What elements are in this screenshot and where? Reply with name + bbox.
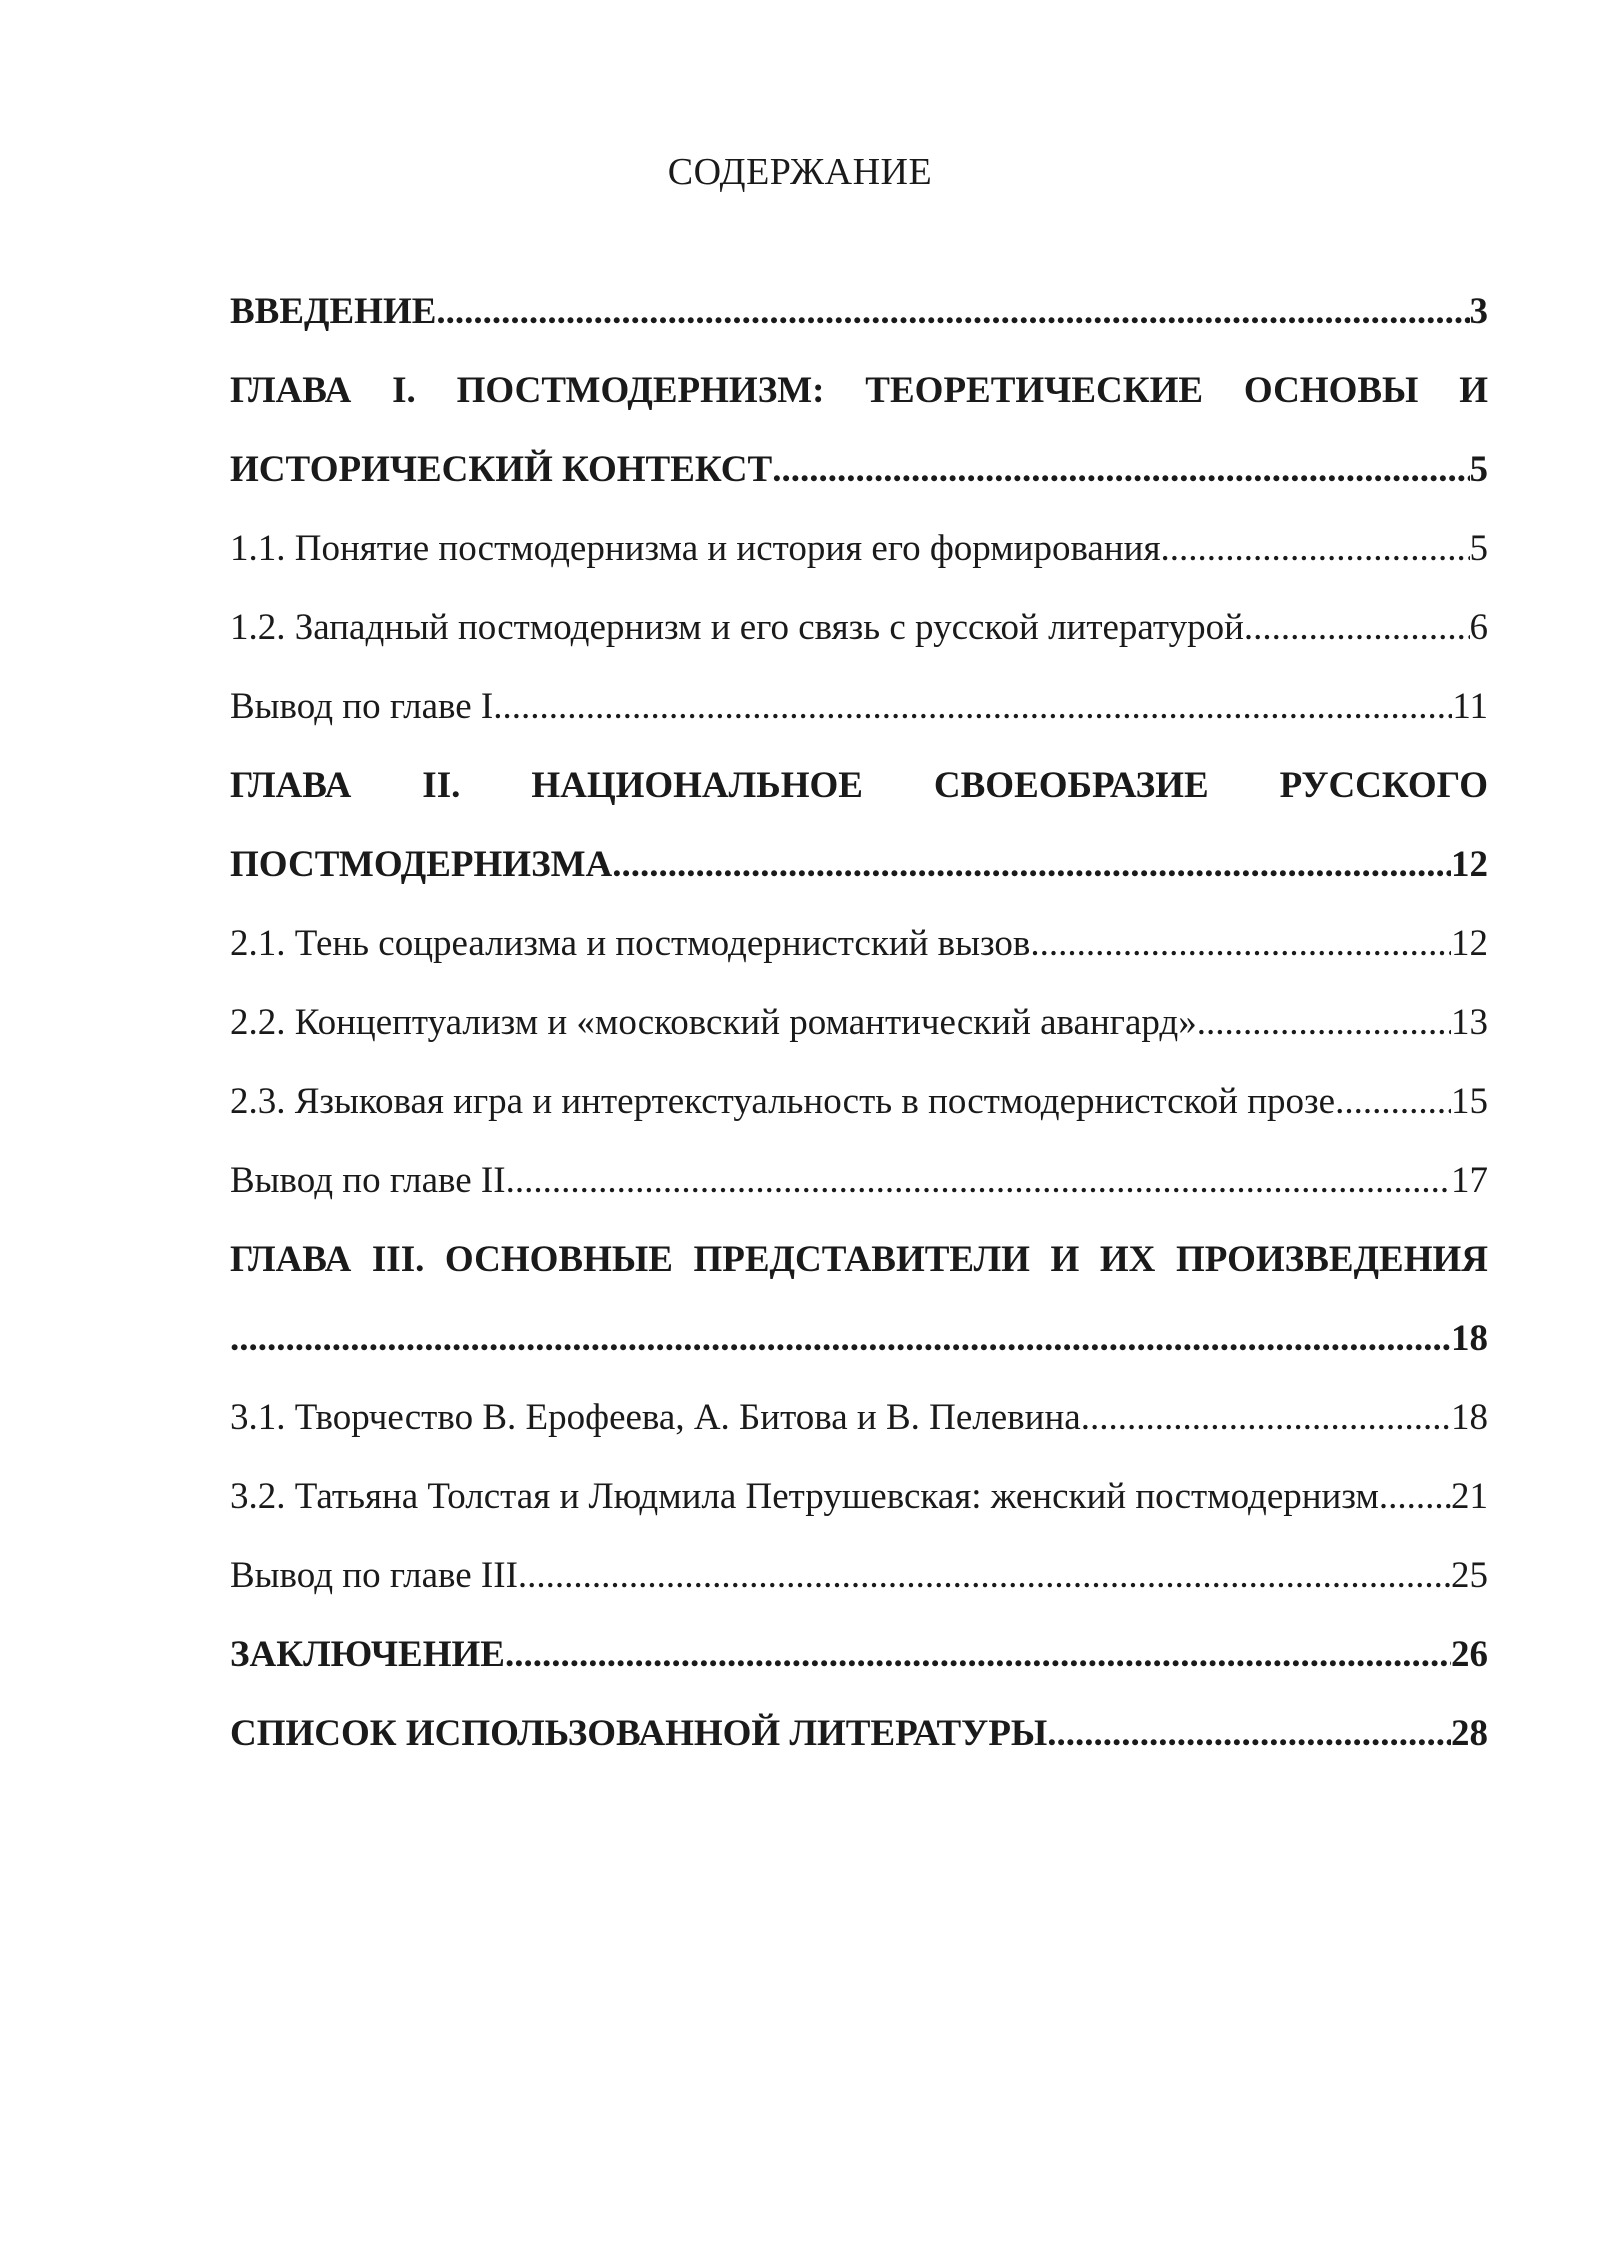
chapter-heading-line: ИСТОРИЧЕСКИЙ КОНТЕКСТ (230, 449, 773, 490)
toc-entry-label: 2.2. Концептуализм и «московский романтический авангард» (230, 1002, 1197, 1043)
toc-entry-label: Вывод по главе III (230, 1555, 518, 1596)
dot-leader (772, 430, 1469, 509)
toc-page-number: 13 (1451, 1002, 1488, 1043)
toc-entry-chapter-3[interactable] (230, 1220, 1488, 1378)
table-of-contents (230, 272, 1488, 1773)
toc-entry-label: 2.3. Языковая игра и интертекстуальность в постмодернистской прозе (230, 1081, 1336, 1122)
dot-leader (1335, 1062, 1451, 1141)
toc-page-number: 5 (1469, 528, 1488, 569)
toc-entry-section[interactable] (230, 983, 1488, 1062)
dot-leader (1197, 983, 1451, 1062)
toc-entry-label: ВВЕДЕНИЕ (230, 291, 437, 332)
toc-page-number: 25 (1451, 1555, 1488, 1596)
chapter-heading-line: ГЛАВА I. ПОСТМОДЕРНИЗМ: ТЕОРЕТИЧЕСКИЕ ОСНОВЫ И (230, 370, 1488, 411)
toc-entry-label: 1.2. Западный постмодернизм и его связь с русской литературой (230, 607, 1244, 648)
chapter-heading-line: ГЛАВА III. ОСНОВНЫЕ ПРЕДСТАВИТЕЛИ И ИХ ПРОИЗВЕДЕНИЯ (230, 1239, 1488, 1280)
dot-leader (493, 667, 1452, 746)
toc-page-number: 26 (1451, 1634, 1488, 1675)
toc-entry-chapter-2[interactable] (230, 746, 1488, 904)
toc-entry-section[interactable] (230, 1062, 1488, 1141)
dot-leader (1081, 1378, 1451, 1457)
toc-page-number: 6 (1469, 607, 1488, 648)
toc-page-number: 15 (1451, 1081, 1488, 1122)
toc-entry-section[interactable] (230, 1141, 1488, 1220)
toc-entry-label: 2.1. Тень соцреализма и постмодернистский вызов (230, 923, 1031, 964)
dot-leader (230, 1299, 1451, 1378)
dot-leader (1160, 509, 1469, 588)
dot-leader (612, 825, 1451, 904)
toc-page-number: 5 (1469, 449, 1488, 490)
toc-page-number: 11 (1452, 686, 1488, 727)
toc-entry-section[interactable] (230, 1536, 1488, 1615)
toc-entry-conclusion[interactable] (230, 1615, 1488, 1694)
toc-entry-label: ЗАКЛЮЧЕНИЕ (230, 1634, 505, 1675)
chapter-heading-line: ПОСТМОДЕРНИЗМА (230, 844, 613, 885)
toc-entry-label: 3.2. Татьяна Толстая и Людмила Петрушевская: женский постмодернизм (230, 1476, 1379, 1517)
toc-page-number: 18 (1451, 1397, 1488, 1438)
toc-entry-chapter-1[interactable] (230, 351, 1488, 509)
toc-page-number: 21 (1451, 1476, 1488, 1517)
dot-leader (505, 1615, 1451, 1694)
toc-page-number: 17 (1451, 1160, 1488, 1201)
toc-entry-label: 3.1. Творчество В. Ерофеева, А. Битова и В. Пелевина (230, 1397, 1081, 1438)
toc-entry-section[interactable] (230, 667, 1488, 746)
toc-entry-label: СПИСОК ИСПОЛЬЗОВАННОЙ ЛИТЕРАТУРЫ (230, 1713, 1048, 1754)
toc-page-number: 12 (1451, 923, 1488, 964)
page-title: СОДЕРЖАНИЕ (667, 151, 933, 193)
dot-leader (518, 1536, 1451, 1615)
toc-entry-label: Вывод по главе II (230, 1160, 506, 1201)
chapter-heading-line: ГЛАВА II. НАЦИОНАЛЬНОЕ СВОЕОБРАЗИЕ РУССКОГО (230, 765, 1488, 806)
toc-page-number: 28 (1451, 1713, 1488, 1754)
toc-page-number: 18 (1451, 1318, 1488, 1359)
dot-leader (436, 272, 1469, 351)
dot-leader (1047, 1694, 1451, 1773)
toc-entry-introduction[interactable] (230, 272, 1488, 351)
dot-leader (1030, 904, 1451, 983)
toc-entry-label: Вывод по главе I (230, 686, 494, 727)
dot-leader (506, 1141, 1451, 1220)
toc-page-number: 3 (1469, 291, 1488, 332)
toc-entry-bibliography[interactable] (230, 1694, 1488, 1773)
dot-leader (1244, 588, 1470, 667)
toc-entry-section[interactable] (230, 509, 1488, 588)
toc-entry-section[interactable] (230, 1457, 1488, 1536)
toc-entry-section[interactable] (230, 588, 1488, 667)
dot-leader (1379, 1457, 1451, 1536)
toc-entry-label: 1.1. Понятие постмодернизма и история его формирования (230, 528, 1161, 569)
toc-entry-section[interactable] (230, 904, 1488, 983)
toc-entry-section[interactable] (230, 1378, 1488, 1457)
toc-page-number: 12 (1451, 844, 1488, 885)
